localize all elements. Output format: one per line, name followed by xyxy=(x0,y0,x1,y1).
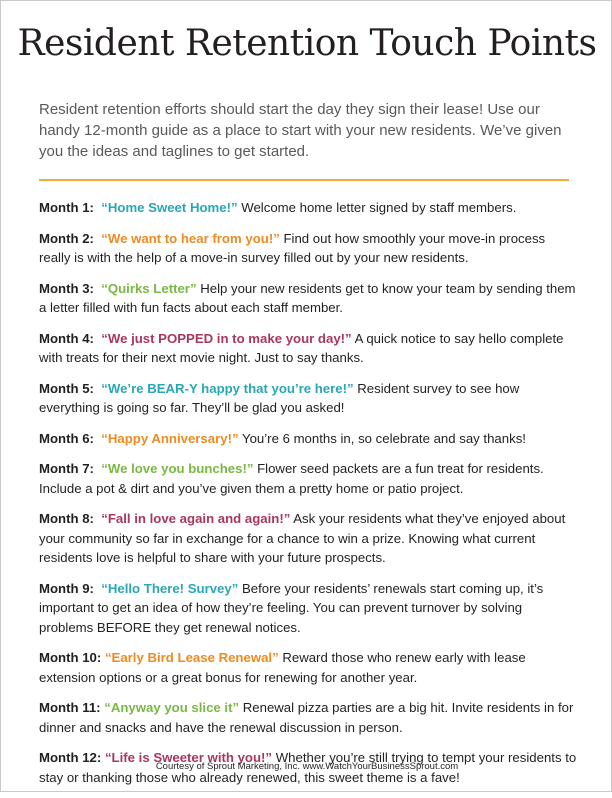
month-description: You’re 6 months in, so celebrate and say thanks! xyxy=(242,430,526,446)
month-tagline: “Home Sweet Home!” xyxy=(101,200,238,215)
month-description: Resident survey to see how everything is going so far. They’ll be glad you asked! xyxy=(39,380,520,415)
month-tagline: “We love you bunches!” xyxy=(101,461,254,476)
month-tagline: “Happy Anniversary!” xyxy=(101,430,239,446)
month-tagline: “Hello There! Survey” xyxy=(101,580,239,596)
month-entry xyxy=(39,429,579,449)
month-entry xyxy=(39,229,579,268)
month-description: Renewal pizza parties are a big hit. Invite residents in for dinner and snacks and have the renewal discussion in person. xyxy=(39,700,574,735)
month-tagline: “We just POPPED in to make your day!” xyxy=(101,330,352,346)
month-entry xyxy=(39,329,579,368)
month-description: Flower seed packets are a fun treat for residents. Include a pot & dirt and you’ve given them a pretty home or patio project. xyxy=(39,461,544,496)
month-label: Month 2: xyxy=(39,230,94,246)
month-tagline: “Anyway you slice it” xyxy=(104,700,240,715)
month-description: A quick notice to say hello complete with treats for their next movie night. Just to say thanks. xyxy=(39,330,564,365)
page-title: Resident Retention Touch Points xyxy=(17,23,597,64)
month-tagline: “Quirks Letter” xyxy=(101,280,197,296)
divider-rule xyxy=(39,179,569,181)
month-entry xyxy=(39,459,579,498)
month-list xyxy=(39,198,579,798)
month-entry xyxy=(39,198,579,218)
month-label: Month 12: xyxy=(39,750,102,765)
month-description: Before your residents’ renewals start coming up, it’s important to get an idea of how they’re feeling. You can prevent turnover by solving problems BEFORE they get renewal notices. xyxy=(39,580,544,635)
month-tagline: “We’re BEAR-Y happy that you’re here!” xyxy=(101,380,354,396)
intro-paragraph: Resident retention efforts should start the day they sign their lease! Use our handy 12-month guide as a place to start with your new residents. We’ve given you the ideas and taglines to get started. xyxy=(39,101,562,160)
month-tagline: “Life is Sweeter with you!” xyxy=(104,750,273,765)
month-entry xyxy=(39,279,579,318)
month-label: Month 5: xyxy=(39,380,94,396)
footer-credit: Courtesy of Sprout Marketing, Inc. www.WatchYourBusinessSprout.com xyxy=(155,761,459,772)
month-entry xyxy=(39,379,579,418)
month-label: Month 3: xyxy=(39,280,94,296)
month-description: Welcome home letter signed by staff members. xyxy=(241,200,517,215)
month-description: Whether you’re still trying to tempt your residents to stay or thanking those who already renewed, this sweet theme is a fave! xyxy=(39,750,577,785)
month-entry xyxy=(39,509,579,568)
month-label: Month 10: xyxy=(39,650,102,665)
month-tagline: “Early Bird Lease Renewal” xyxy=(104,650,279,665)
month-entry xyxy=(39,698,579,737)
month-label: Month 4: xyxy=(39,330,94,346)
month-label: Month 8: xyxy=(39,511,94,526)
month-label: Month 1: xyxy=(39,200,94,215)
month-description: Reward those who renew early with lease extension options or a great bonus for renewing for another year. xyxy=(39,650,526,685)
month-label: Month 9: xyxy=(39,580,94,596)
month-description: Find out how smoothly your move-in process really is with the help of a move-in survey filled out by your new residents. xyxy=(39,230,546,265)
month-label: Month 7: xyxy=(39,461,94,476)
month-label: Month 11: xyxy=(39,700,101,715)
month-tagline: “We want to hear from you!” xyxy=(101,230,280,246)
month-tagline: “Fall in love again and again!” xyxy=(101,511,291,526)
month-description: Help your new residents get to know your team by sending them a letter filled with fun facts about each staff member. xyxy=(39,280,576,315)
month-label: Month 6: xyxy=(39,430,94,446)
month-entry xyxy=(39,648,579,687)
month-description: Ask your residents what they’ve enjoyed about your community so far in exchange for a chance to win a prize. Knowing what current residents love is helpful to share with your future prospects. xyxy=(39,511,566,565)
month-entry xyxy=(39,579,579,638)
